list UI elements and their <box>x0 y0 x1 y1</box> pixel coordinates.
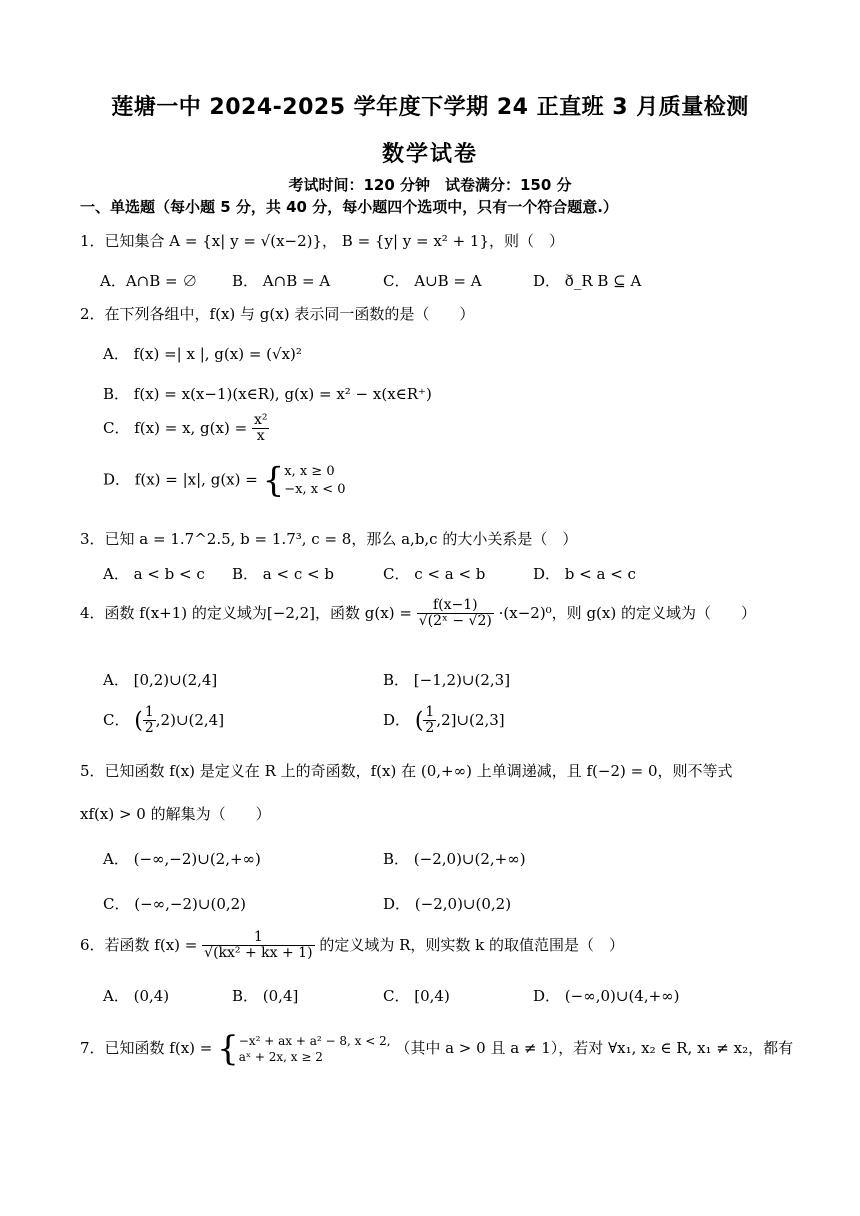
question-2-option-b: B． f(x) = x(x−1)(x∈R), g(x) = x² − x(x∈R⁺) <box>103 385 432 403</box>
question-1-option-b: B． A∩B = A <box>232 272 331 290</box>
exam-subtitle: 数学试卷 <box>381 142 478 167</box>
fraction-denominator: 2 <box>144 720 154 737</box>
question-4-option-d: D． ( $\frac{1}{2}$ ,2]∪(2,3] <box>383 704 505 737</box>
option-rest: ,2)∪(2,4] <box>155 710 225 729</box>
question-3-option-c: C． c < a < b <box>383 565 486 583</box>
question-7-stem <box>80 1029 794 1069</box>
question-5-option-a: A． (−∞,−2)∪(2,+∞) <box>103 850 261 868</box>
question-7-part1: 7．已知函数 f(x) = <box>80 1039 213 1057</box>
question-2-option-d <box>103 460 346 501</box>
question-2-option-c-label: C． f(x) = x, g(x) = <box>103 418 248 437</box>
option-rest: ,2]∪(2,3] <box>436 710 505 729</box>
question-2-option-a: A． f(x) =| x |, g(x) = (√x)² <box>103 345 302 363</box>
case-top: −x² + ax + a² − 8, x < 2, <box>238 1033 391 1048</box>
question-2-option-d-label: D． f(x) = |x|, g(x) = <box>103 470 258 489</box>
question-1-option-c: C． A∪B = A <box>383 272 482 290</box>
question-3-option-d: D． b < a < c <box>533 565 636 583</box>
fraction-half <box>143 705 156 737</box>
question-1-option-d: D． ð_R B ⊆ A <box>533 272 642 290</box>
fraction-numerator: x² <box>253 412 268 428</box>
fraction-denominator: √(kx² + kx + 1) <box>204 945 313 962</box>
fraction-denominator: x <box>256 428 265 445</box>
question-3-stem: 3．已知 a = 1.7^2.5, b = 1.7³, c = 8，那么 a,b,c 的大小关系是（ ） <box>80 530 578 548</box>
question-5-line-2: xf(x) > 0 的解集为（ ） <box>80 805 271 823</box>
question-4-option-a: A． [0,2)∪(2,4] <box>103 671 218 689</box>
question-6-option-b: B． (0,4] <box>232 987 299 1005</box>
case-bottom: aˣ + 2x, x ≥ 2 <box>238 1050 323 1064</box>
piecewise-cases <box>284 463 345 498</box>
fraction-numerator: 1 <box>425 704 435 720</box>
question-2-option-c <box>103 413 269 445</box>
piecewise-cases <box>239 1033 391 1065</box>
question-6-stem <box>80 930 624 962</box>
fraction <box>252 413 270 445</box>
question-1-stem: 1．已知集合 A = {x| y = √(x−2)}， B = {y| y = x² + 1}，则（ ） <box>80 232 565 250</box>
question-6-option-d: D． (−∞,0)∪(4,+∞) <box>533 987 680 1005</box>
question-6-option-c: C． [0,4) <box>383 987 450 1005</box>
fraction <box>417 598 494 630</box>
option-label: C． <box>103 710 130 729</box>
left-brace-icon: { <box>217 1029 239 1069</box>
exam-title: 莲塘一中 2024-2025 学年度下学期 24 正直班 3 月质量检测 <box>111 95 749 120</box>
question-4-stem <box>80 598 756 630</box>
fraction-numerator: f(x−1) <box>417 598 494 614</box>
question-4-option-c: C． ( $\frac{1}{2}$ ,2)∪(2,4] <box>103 704 225 737</box>
question-5-option-c: C． (−∞,−2)∪(0,2) <box>103 895 247 913</box>
fraction-denominator: √(2ˣ − √2) <box>418 613 492 630</box>
fraction-denominator: 2 <box>425 720 435 737</box>
question-5-option-b: B． (−2,0)∪(2,+∞) <box>383 850 526 868</box>
exam-meta: 考试时间：120 分钟 试卷满分：150 分 <box>288 176 572 194</box>
fraction-numerator: 1 <box>144 704 154 720</box>
case-top: x, x ≥ 0 <box>284 464 335 479</box>
question-4-part2: ·(x−2)⁰，则 g(x) 的定义域为（ ） <box>498 603 756 622</box>
question-3-option-a: A． a < b < c <box>103 565 205 583</box>
case-bottom: −x, x < 0 <box>284 481 346 497</box>
question-2-stem: 2．在下列各组中，f(x) 与 g(x) 表示同一函数的是（ ） <box>80 305 475 323</box>
section-heading: 一、单选题（每小题 5 分，共 40 分，每小题四个选项中，只有一个符合题意.） <box>80 198 618 216</box>
fraction <box>202 930 314 962</box>
left-brace-icon: { <box>262 460 285 501</box>
question-5-option-d: D． (−2,0)∪(0,2) <box>383 895 512 913</box>
question-5-line-1: 5．已知函数 f(x) 是定义在 R 上的奇函数，f(x) 在 (0,+∞) 上单调递减，且 f(−2) = 0，则不等式 <box>80 762 733 780</box>
question-6-part2: 的定义域为 R，则实数 k 的取值范围是（ ） <box>319 935 625 954</box>
option-label: D． <box>383 710 411 729</box>
question-7-part2: （其中 a > 0 且 a ≠ 1），若对 ∀x₁, x₂ ∈ R, x₁ ≠ x₂，都有 <box>395 1039 794 1057</box>
question-6-part1: 6．若函数 f(x) = <box>80 935 198 954</box>
question-6-option-a: A． (0,4) <box>103 987 170 1005</box>
fraction-numerator: 1 <box>202 930 314 946</box>
question-4-part1: 4．函数 f(x+1) 的定义域为[−2,2]，函数 g(x) = <box>80 603 412 622</box>
question-1-option-a: A．A∩B = ∅ <box>100 272 198 290</box>
fraction-half <box>423 705 436 737</box>
question-3-option-b: B． a < c < b <box>232 565 334 583</box>
question-4-option-b: B． [−1,2)∪(2,3] <box>383 671 511 689</box>
